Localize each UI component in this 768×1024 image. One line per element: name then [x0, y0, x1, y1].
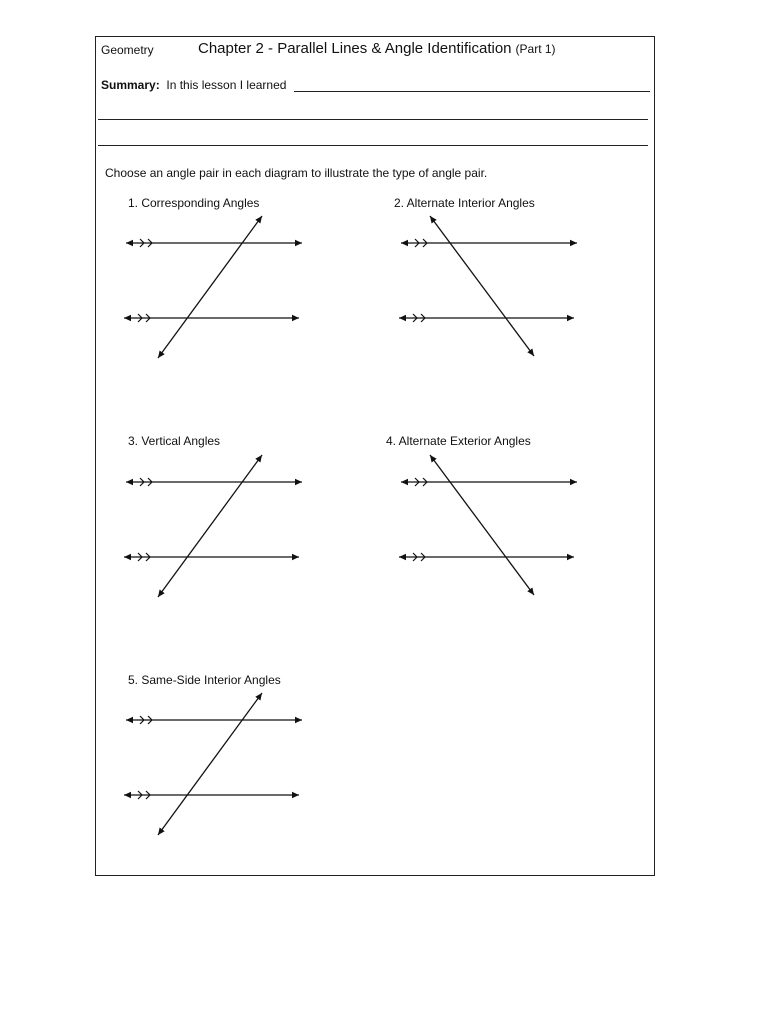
transversal-start-arrow — [430, 216, 437, 224]
worksheet — [95, 36, 655, 876]
subject-label: Geometry — [101, 43, 154, 57]
transversal-end-arrow — [255, 216, 262, 224]
lower-parallel-left-arrow — [124, 792, 131, 798]
diagram-1-label: 1. Corresponding Angles — [128, 196, 260, 210]
transversal-line — [158, 455, 262, 597]
transversal-line — [158, 216, 262, 358]
diagram-2-label: 2. Alternate Interior Angles — [394, 196, 535, 210]
part-label: (Part 1) — [515, 42, 556, 56]
diagram-4-label: 4. Alternate Exterior Angles — [386, 434, 531, 448]
upper-parallel-left-arrow — [126, 479, 133, 485]
lower-parallel-left-arrow — [399, 315, 406, 321]
diagram-3-label: 3. Vertical Angles — [128, 434, 221, 448]
transversal-end-arrow — [255, 693, 262, 701]
diagram-2-figure[interactable] — [398, 214, 583, 362]
instructions: Choose an angle pair in each diagram to illustrate the type of angle pair. — [105, 166, 488, 180]
upper-parallel-left-arrow — [126, 240, 133, 246]
upper-parallel-right-arrow — [295, 479, 302, 485]
transversal-end-arrow — [527, 588, 534, 596]
lower-parallel-left-arrow — [124, 554, 131, 560]
diagram-1-figure[interactable] — [123, 214, 308, 362]
transversal-line — [158, 693, 262, 835]
upper-parallel-right-arrow — [570, 479, 577, 485]
diagram-4-figure[interactable] — [398, 453, 583, 601]
transversal-line — [430, 455, 534, 595]
diagram-5-figure[interactable] — [123, 691, 308, 839]
transversal-start-arrow — [430, 455, 437, 463]
lower-parallel-left-arrow — [399, 554, 406, 560]
summary-answer-line-1[interactable] — [294, 91, 650, 92]
lower-parallel-right-arrow — [292, 792, 299, 798]
lower-parallel-right-arrow — [292, 554, 299, 560]
summary-prompt: In this lesson I learned — [166, 78, 287, 92]
lower-parallel-left-arrow — [124, 315, 131, 321]
summary-answer-line-3[interactable] — [98, 145, 648, 146]
upper-parallel-right-arrow — [295, 717, 302, 723]
summary-answer-line-2[interactable] — [98, 119, 648, 120]
transversal-end-arrow — [527, 349, 534, 357]
summary-label: Summary: — [101, 78, 160, 92]
lower-parallel-right-arrow — [567, 554, 574, 560]
upper-parallel-left-arrow — [401, 240, 408, 246]
lower-parallel-right-arrow — [292, 315, 299, 321]
summary-line — [101, 78, 286, 92]
diagram-3-figure[interactable] — [123, 453, 308, 601]
diagram-5-label: 5. Same-Side Interior Angles — [128, 673, 281, 687]
title-text: Chapter 2 - Parallel Lines & Angle Identification — [198, 40, 512, 57]
transversal-start-arrow — [158, 828, 165, 836]
lower-parallel-right-arrow — [567, 315, 574, 321]
transversal-line — [430, 216, 534, 356]
upper-parallel-right-arrow — [295, 240, 302, 246]
upper-parallel-right-arrow — [570, 240, 577, 246]
transversal-end-arrow — [255, 455, 262, 463]
upper-parallel-left-arrow — [401, 479, 408, 485]
worksheet-title — [198, 40, 556, 57]
upper-parallel-left-arrow — [126, 717, 133, 723]
transversal-start-arrow — [158, 351, 165, 359]
transversal-start-arrow — [158, 590, 165, 598]
